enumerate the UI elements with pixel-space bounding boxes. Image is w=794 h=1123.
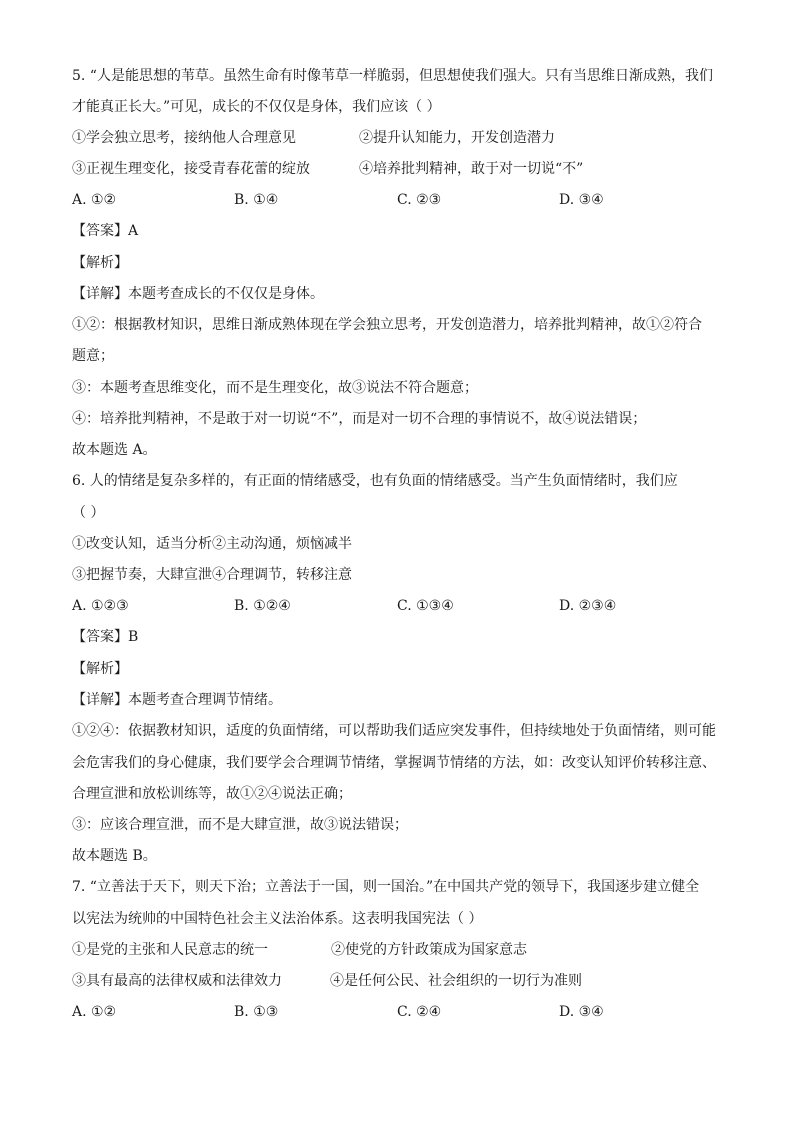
q5-stem-line2: 才能真正长大。”可见，成长的不仅仅是身体，我们应该（ ） [72,99,441,115]
q7-option-b: B. ①③ [234,1004,279,1020]
q5-option-c: C. ②③ [397,192,442,208]
q5-analysis-title: 【解析】 [72,255,128,271]
q5-detail-line: ①②：根据教材知识，思维日渐成熟体现在学会独立思考，开发创造潜力，培养批判精神，故①②符合 [72,317,702,333]
q5-answer: 【答案】A [72,223,139,239]
q7-choice-4: ④是任何公民、社会组织的一切行为准则 [330,973,582,989]
q6-options [72,596,732,616]
q5-choice-1: ①学会独立思考，接纳他人合理意见 [72,130,296,146]
q6-detail-line: 合理宣泄和放松训练等，故①②④说法正确； [72,786,352,802]
q6-option-c: C. ①③④ [397,598,454,614]
q6-answer: 【答案】B [72,629,139,645]
q5-option-d: D. ③④ [559,192,604,208]
q6-detail-line: ③：应该合理宣泄，而不是大肆宣泄，故③说法错误； [72,817,408,833]
q6-choices-line1: ①改变认知，适当分析②主动沟通，烦恼减半 [72,536,352,552]
q5-choices-row1 [72,128,732,148]
q6-choices-line2: ③把握节奏，大肆宣泄④合理调节，转移注意 [72,567,352,583]
q7-stem-line2: 以宪法为统帅的中国特色社会主义法治体系。这表明我国宪法（ ） [72,911,483,927]
q7-options [72,1002,732,1022]
q5-stem-line1: 5. “人是能思想的苇草。虽然生命有时像苇草一样脆弱，但思想使我们强大。只有当思维日渐成熟，我们 [72,68,713,84]
q5-detail-line: ③：本题考查思维变化，而不是生理变化，故③说法不符合题意； [72,380,478,396]
q7-choices-row2 [72,971,732,991]
q7-choice-3: ③具有最高的法律权威和法律效力 [72,973,282,989]
q6-stem-line2: （ ） [72,505,105,521]
q5-detail-line: 故本题选 A。 [72,442,157,458]
q7-stem-line1: 7. “立善法于天下，则天下治；立善法于一国，则一国治。”在中国共产党的领导下，我国逐步建立健全 [72,879,700,895]
q7-choice-2: ②使党的方针政策成为国家意志 [331,942,527,958]
q5-choices-row2 [72,159,732,179]
q5-choice-4: ④培养批判精神，敢于对一切说“不” [359,161,584,177]
q6-detail-line: ①②④：依据教材知识，适度的负面情绪，可以帮助我们适应突发事件，但持续地处于负面情绪，则可能 [72,723,716,739]
q6-detail-line: 会危害我们的身心健康，我们要学会合理调节情绪，掌握调节情绪的方法，如：改变认知评价转移注意、 [72,755,716,771]
q6-detail-line: 【详解】本题考查合理调节情绪。 [72,692,282,708]
q6-detail-line: 故本题选 B。 [72,848,157,864]
q5-detail-line: 题意； [72,348,114,364]
q6-analysis-title: 【解析】 [72,661,128,677]
q5-choice-2: ②提升认知能力，开发创造潜力 [359,130,555,146]
q5-option-a: A. ①② [72,192,117,208]
q7-option-a: A. ①② [72,1004,117,1020]
q7-choice-1: ①是党的主张和人民意志的统一 [72,942,268,958]
q6-option-b: B. ①②④ [234,598,291,614]
q5-detail-line: ④：培养批判精神，不是敢于对一切说“不”，而是对一切不合理的事情说不，故④说法错误； [72,411,647,427]
q7-option-c: C. ②④ [397,1004,442,1020]
q6-stem-line1: 6. 人的情绪是复杂多样的，有正面的情绪感受，也有负面的情绪感受。当产生负面情绪时，我们应 [72,473,678,489]
q5-option-b: B. ①④ [234,192,279,208]
q7-choices-row1 [72,940,732,960]
q5-choice-3: ③正视生理变化，接受青春花蕾的绽放 [72,161,310,177]
q6-option-d: D. ②③④ [559,598,617,614]
q5-detail-line: 【详解】本题考查成长的不仅仅是身体。 [72,286,324,302]
q6-option-a: A. ①②③ [72,598,129,614]
q7-option-d: D. ③④ [559,1004,604,1020]
q5-options [72,190,732,210]
